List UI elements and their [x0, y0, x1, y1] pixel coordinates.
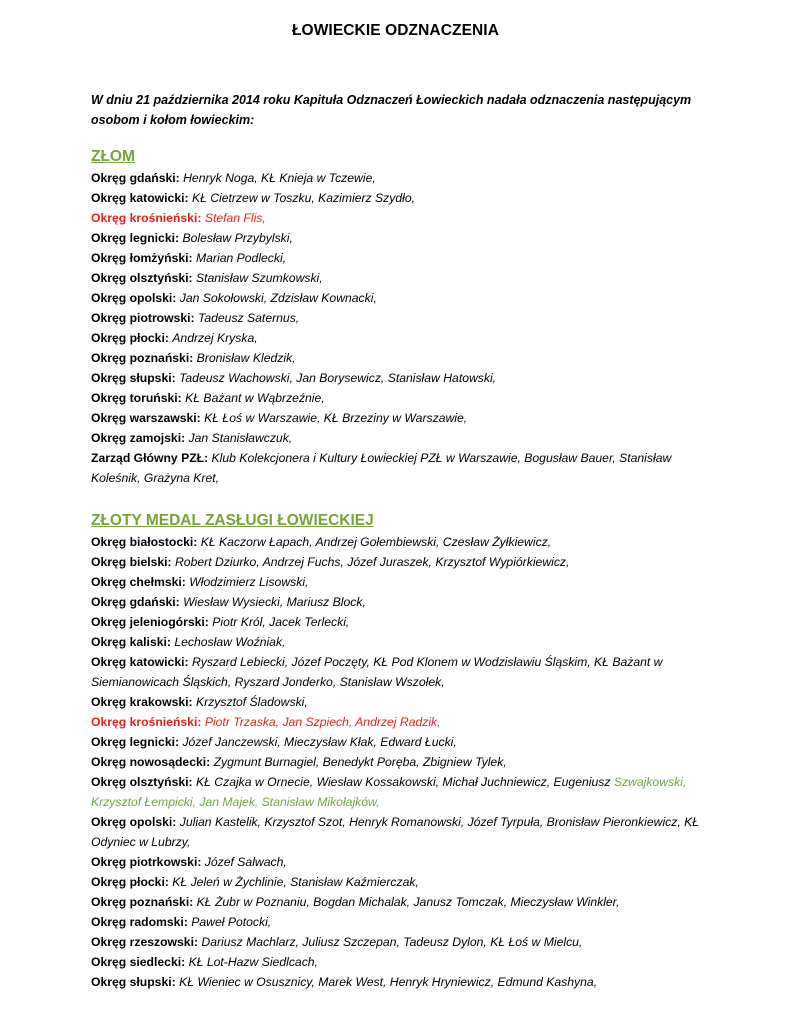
awardee-names: KŁ Lot-Hazw Siedlcach,: [188, 955, 318, 969]
district-label: Okręg katowicki:: [91, 655, 189, 669]
district-label: Okręg siedlecki:: [91, 955, 186, 969]
awardee-names: Stefan Flis,: [204, 211, 266, 225]
intro-paragraph: W dniu 21 października 2014 roku Kapituła Odznaczeń Łowieckich nadała odznaczenia następującym osobom i kołom łowieckim:: [91, 93, 692, 127]
awardee-names: Ryszard Lebiecki, Józef Poczęty, KŁ Pod Klonem w Wodzisławiu Śląskim, KŁ Bażant w Siemianowicach Śląskich, Ryszard Jonderko, Stanisław Wszołek,: [91, 655, 663, 689]
section-heading: ZŁOM: [91, 148, 135, 165]
award-entry: [91, 388, 711, 408]
awardee-names-continued: Szwajkowski, Krzysztof Łempicki, Jan Majek, Stanisław Mikołajków,: [91, 775, 687, 809]
award-entry: [91, 712, 711, 732]
district-label: Okręg słupski:: [91, 975, 176, 989]
document-title: ŁOWIECKIE ODZNACZENIA: [291, 22, 500, 39]
awardee-names: Krzysztof Śladowski,: [196, 695, 308, 709]
district-label: Okręg jeleniogórski:: [91, 615, 209, 629]
award-entry: [91, 208, 711, 228]
awardee-names: Jan Stanisławczuk,: [188, 431, 293, 445]
award-entry: [91, 328, 711, 348]
award-entry: [91, 892, 711, 912]
awardee-names: Julian Kastelik, Krzysztof Szot, Henryk Romanowski, Józef Tyrpuła, Bronisław Pieronkiewicz, KŁ Odyniec w Lubrzy,: [91, 815, 700, 849]
awardee-names: KŁ Bażant w Wąbrzeźnie,: [185, 391, 325, 405]
district-label: Okręg łomżyński:: [91, 251, 193, 265]
award-entry: [91, 752, 711, 772]
awardee-names: Wiesław Wysiecki, Mariusz Block,: [183, 595, 366, 609]
awardee-names: Dariusz Machlarz, Juliusz Szczepan, Tadeusz Dylon, KŁ Łoś w Mielcu,: [201, 935, 583, 949]
awardee-names: Stanisław Szumkowski,: [196, 271, 323, 285]
award-entry: [91, 188, 711, 208]
award-entry: [91, 572, 711, 592]
award-entry: [91, 612, 711, 632]
awardee-names: Tadeusz Wachowski, Jan Borysewicz, Stanisław Hatowski,: [179, 371, 497, 385]
district-label: Okręg kaliski:: [91, 635, 171, 649]
awardee-names: KŁ Jeleń w Żychlinie, Stanisław Kaźmierczak,: [172, 875, 419, 889]
award-entry: [91, 368, 711, 388]
section-zloty-medal: [91, 510, 711, 992]
awardee-names: Józef Janczewski, Mieczysław Kłak, Edward Łucki,: [182, 735, 457, 749]
awardee-names: Lechosław Woźniak,: [174, 635, 286, 649]
award-entry: [91, 308, 711, 328]
section-heading: ZŁOTY MEDAL ZASŁUGI ŁOWIECKIEJ: [91, 512, 374, 529]
award-entry: [91, 952, 711, 972]
award-entry: [91, 872, 711, 892]
award-entry: [91, 772, 711, 812]
district-label: Okręg radomski:: [91, 915, 188, 929]
awardee-names: Klub Kolekcjonera i Kultury Łowieckiej PZŁ w Warszawie, Bogusław Bauer, Stanisław Koleśnik, Grażyna Kret,: [91, 451, 672, 485]
district-label: Okręg krośnieński:: [91, 211, 202, 225]
awardee-names: Zygmunt Burnagiel, Benedykt Poręba, Zbigniew Tylek,: [213, 755, 507, 769]
award-entry: [91, 812, 711, 852]
district-label: Okręg katowicki:: [91, 191, 189, 205]
district-label: Okręg gdański:: [91, 595, 180, 609]
district-label: Okręg słupski:: [91, 371, 176, 385]
district-label: Okręg opolski:: [91, 815, 177, 829]
district-label: Okręg bielski:: [91, 555, 172, 569]
awardee-names: Piotr Trzaska, Jan Szpiech, Andrzej Radzik,: [204, 715, 441, 729]
award-entry: [91, 692, 711, 712]
district-label: Okręg chełmski:: [91, 575, 186, 589]
award-entry: [91, 168, 711, 188]
district-label: Okręg krakowski:: [91, 695, 193, 709]
award-entry: [91, 348, 711, 368]
awardee-names: KŁ Wieniec w Osusznicy, Marek West, Henryk Hryniewicz, Edmund Kashyna,: [179, 975, 598, 989]
awardee-names: KŁ Żubr w Poznaniu, Bogdan Michalak, Janusz Tomczak, Mieczysław Winkler,: [196, 895, 620, 909]
awardee-names: Marian Podlecki,: [196, 251, 287, 265]
district-label: Okręg warszawski:: [91, 411, 201, 425]
awardee-names: Józef Salwach,: [204, 855, 287, 869]
awardee-names: Bronisław Kledzik,: [196, 351, 296, 365]
awardee-names: Piotr Król, Jacek Terlecki,: [212, 615, 350, 629]
award-entry: [91, 448, 711, 488]
awardee-names: Paweł Potocki,: [191, 915, 272, 929]
awardee-names: Robert Dziurko, Andrzej Fuchs, Józef Juraszek, Krzysztof Wypiórkiewicz,: [175, 555, 570, 569]
district-label: Okręg piotrkowski:: [91, 855, 202, 869]
district-label: Okręg legnicki:: [91, 735, 180, 749]
award-entry: [91, 912, 711, 932]
district-label: Okręg zamojski:: [91, 431, 186, 445]
award-entry: [91, 228, 711, 248]
district-label: Okręg poznański:: [91, 351, 194, 365]
awardee-names: Tadeusz Saternus,: [198, 311, 300, 325]
award-entry: [91, 408, 711, 428]
district-label: Okręg rzeszowski:: [91, 935, 199, 949]
district-label: Okręg płocki:: [91, 875, 169, 889]
district-label: Zarząd Główny PZŁ:: [91, 451, 209, 465]
award-entry: [91, 932, 711, 952]
district-label: Okręg płocki:: [91, 331, 169, 345]
awardee-names: Jan Sokołowski, Zdzisław Kownacki,: [179, 291, 377, 305]
district-label: Okręg toruński:: [91, 391, 182, 405]
award-entry: [91, 732, 711, 752]
district-label: Okręg nowosądecki:: [91, 755, 211, 769]
award-entry: [91, 268, 711, 288]
entry-list: [91, 168, 711, 488]
district-label: Okręg olsztyński:: [91, 775, 193, 789]
district-label: Okręg opolski:: [91, 291, 177, 305]
awardee-names: Włodzimierz Lisowski,: [189, 575, 309, 589]
award-entry: [91, 288, 711, 308]
district-label: Okręg legnicki:: [91, 231, 180, 245]
awardee-names: KŁ Łoś w Warszawie, KŁ Brzeziny w Warszawie,: [204, 411, 468, 425]
district-label: Okręg poznański:: [91, 895, 194, 909]
award-entry: [91, 972, 711, 992]
awardee-names: Henryk Noga, KŁ Knieja w Tczewie,: [183, 171, 376, 185]
section-zlom: [91, 146, 711, 488]
district-label: Okręg białostocki:: [91, 535, 198, 549]
award-entry: [91, 852, 711, 872]
district-label: Okręg piotrowski:: [91, 311, 195, 325]
awardee-names: KŁ Czajka w Ornecie, Wiesław Kossakowski, Michał Juchniewicz, Eugeniusz: [196, 775, 611, 789]
award-entry: [91, 428, 711, 448]
award-entry: [91, 592, 711, 612]
awardee-names: Andrzej Kryska,: [172, 331, 258, 345]
entry-list: [91, 532, 711, 992]
district-label: Okręg krośnieński:: [91, 715, 202, 729]
awardee-names: Bolesław Przybylski,: [182, 231, 293, 245]
awardee-names: KŁ Cietrzew w Toszku, Kazimierz Szydło,: [191, 191, 415, 205]
award-entry: [91, 532, 711, 552]
awardee-names: KŁ Kaczorw Łapach, Andrzej Gołembiewski, Czesław Żyłkiewicz,: [200, 535, 552, 549]
award-entry: [91, 652, 711, 692]
award-entry: [91, 632, 711, 652]
district-label: Okręg olsztyński:: [91, 271, 193, 285]
award-entry: [91, 248, 711, 268]
district-label: Okręg gdański:: [91, 171, 180, 185]
award-entry: [91, 552, 711, 572]
